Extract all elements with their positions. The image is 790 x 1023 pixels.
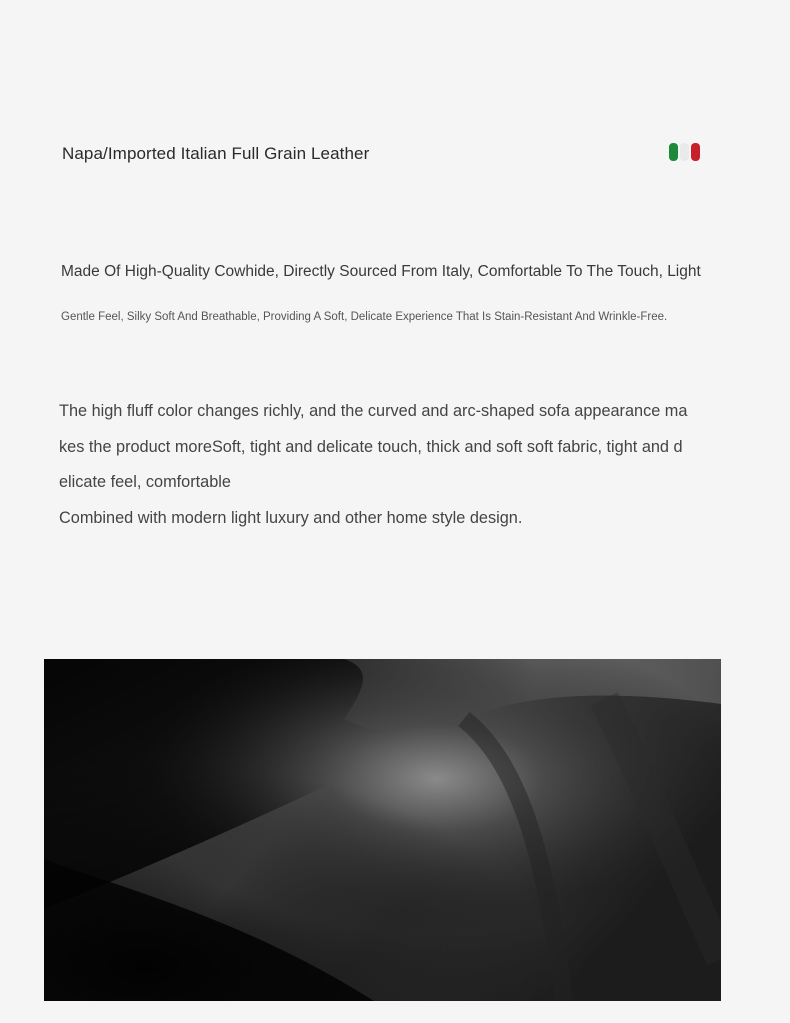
body-paragraph <box>59 394 721 536</box>
description-sub: Gentle Feel, Silky Soft And Breathable, Providing A Soft, Delicate Experience That Is Stain-Resistant And Wrinkle-Free. <box>61 311 668 323</box>
page-title: Napa/Imported Italian Full Grain Leather <box>62 144 370 163</box>
body-line: Combined with modern light luxury and other home style design. <box>59 508 523 527</box>
leather-photo <box>44 659 721 1001</box>
italy-flag-icon <box>669 143 700 161</box>
body-line: kes the product moreSoft, tight and delicate touch, thick and soft soft fabric, tight and d <box>59 437 683 456</box>
body-line: elicate feel, comfortable <box>59 473 231 491</box>
body-line: The high fluff color changes richly, and the curved and arc-shaped sofa appearance ma <box>59 402 688 420</box>
flag-stripe-red <box>691 143 700 161</box>
leather-texture-image <box>44 659 721 1001</box>
flag-stripe-green <box>669 143 678 161</box>
flag-stripe-white <box>680 143 689 161</box>
description-main: Made Of High-Quality Cowhide, Directly Sourced From Italy, Comfortable To The Touch, Light <box>61 263 701 280</box>
